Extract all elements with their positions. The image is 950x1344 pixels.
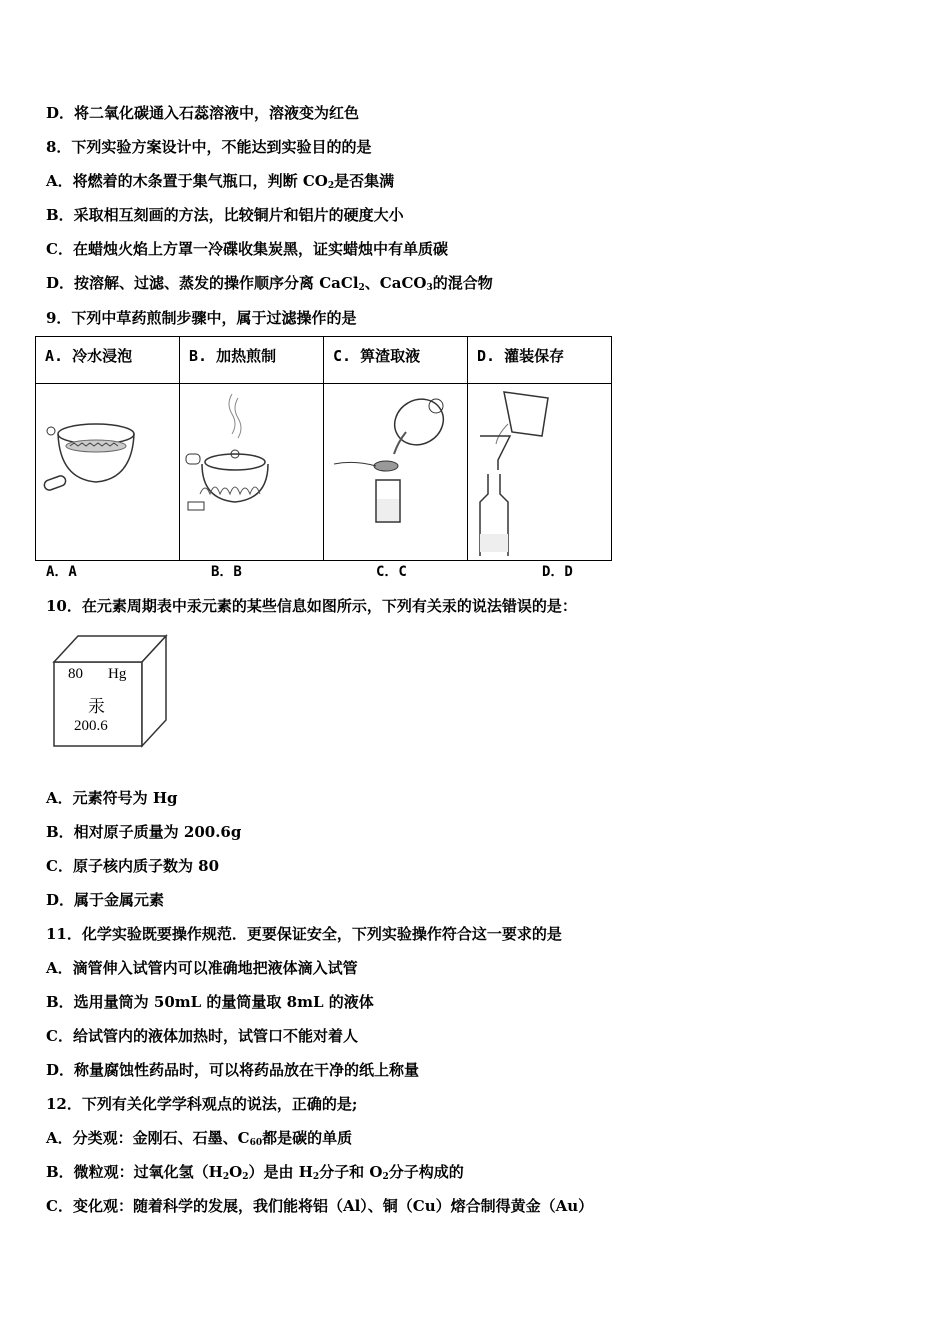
q12-option-c: C．变化观：随着科学的发展，我们能将铝（Al）、铜（Cu）熔合制得黄金（Au） — [46, 1197, 594, 1215]
q7-option-d: D．将二氧化碳通入石蕊溶液中，溶液变为红色 — [46, 104, 360, 122]
mercury-element-cube — [52, 634, 172, 754]
q11-option-d: D．称量腐蚀性药品时，可以将药品放在干净的纸上称量 — [46, 1061, 420, 1079]
q10-option-d: D．属于金属元素 — [46, 891, 165, 909]
bottling-illustration — [468, 384, 611, 556]
element-cube-outline — [52, 634, 172, 750]
q12-stem: 12．下列有关化学学科观点的说法，正确的是; — [46, 1095, 358, 1113]
q9-stem: 9．下列中草药煎制步骤中，属于过滤操作的是 — [46, 309, 357, 327]
q9-header-d: D. 灌装保存 — [468, 337, 612, 384]
q8-option-b: B．采取相互刻画的方法，比较铜片和铝片的硬度大小 — [46, 206, 404, 224]
q8-stem: 8．下列实验方案设计中，不能达到实验目的的是 — [46, 138, 372, 156]
q11-option-a: A．滴管伸入试管内可以准确地把液体滴入试管 — [46, 959, 358, 977]
q9-answer-a: A．A — [46, 564, 77, 580]
q9-header-a: A. 冷水浸泡 — [36, 337, 180, 384]
q12-option-b: B．微粒观：过氧化氢$(H_2O_2)$是由 $H_2$分子和 $O_2$分子构成的 — [46, 1163, 464, 1182]
q9-answer-b: B．B — [211, 564, 242, 580]
q11-option-b: B．选用量筒为 50mL 的量筒量取 8mL 的液体 — [46, 993, 374, 1011]
q9-header-b: B. 加热煎制 — [180, 337, 324, 384]
q9-image-c — [324, 384, 468, 561]
heating-pot-illustration — [180, 384, 323, 556]
element-atomic-number: 80 — [68, 666, 83, 682]
q10-option-a: A．元素符号为 Hg — [46, 789, 178, 807]
q9-image-b — [180, 384, 324, 561]
q12-option-a: A．分类观：金刚石、石墨、$C_{60}$都是碳的单质 — [46, 1129, 353, 1148]
q8-option-c: C．在蜡烛火焰上方罩一冷碟收集炭黑，证实蜡烛中有单质碳 — [46, 240, 448, 258]
q10-option-b: B．相对原子质量为 200.6g — [46, 823, 242, 841]
q9-image-d — [468, 384, 612, 561]
q9-options-table — [35, 336, 612, 561]
q10-stem: 10．在元素周期表中汞元素的某些信息如图所示，下列有关汞的说法错误的是： — [46, 597, 577, 615]
element-symbol: Hg — [108, 666, 127, 682]
q9-answer-d: D．D — [542, 564, 573, 580]
q9-answer-c: C．C — [376, 564, 407, 580]
soaking-pot-illustration — [36, 384, 179, 556]
q8-option-d: D．按溶解、过滤、蒸发的操作顺序分离 CaCl$_2$、CaCO$_3$的混合物 — [46, 274, 493, 293]
element-mass: 200.6 — [74, 718, 108, 734]
q9-header-c: C. 箅渣取液 — [324, 337, 468, 384]
q11-option-c: C．给试管内的液体加热时，试管口不能对着人 — [46, 1027, 358, 1045]
q9-image-a — [36, 384, 180, 561]
filtering-illustration — [324, 384, 467, 556]
element-name: 汞 — [88, 697, 105, 716]
q8-option-a: A．将燃着的木条置于集气瓶口，判断 $CO_2$是否集满 — [46, 172, 395, 191]
q10-option-c: C．原子核内质子数为 80 — [46, 857, 220, 875]
q11-stem: 11．化学实验既要操作规范．更要保证安全，下列实验操作符合这一要求的是 — [46, 925, 562, 943]
